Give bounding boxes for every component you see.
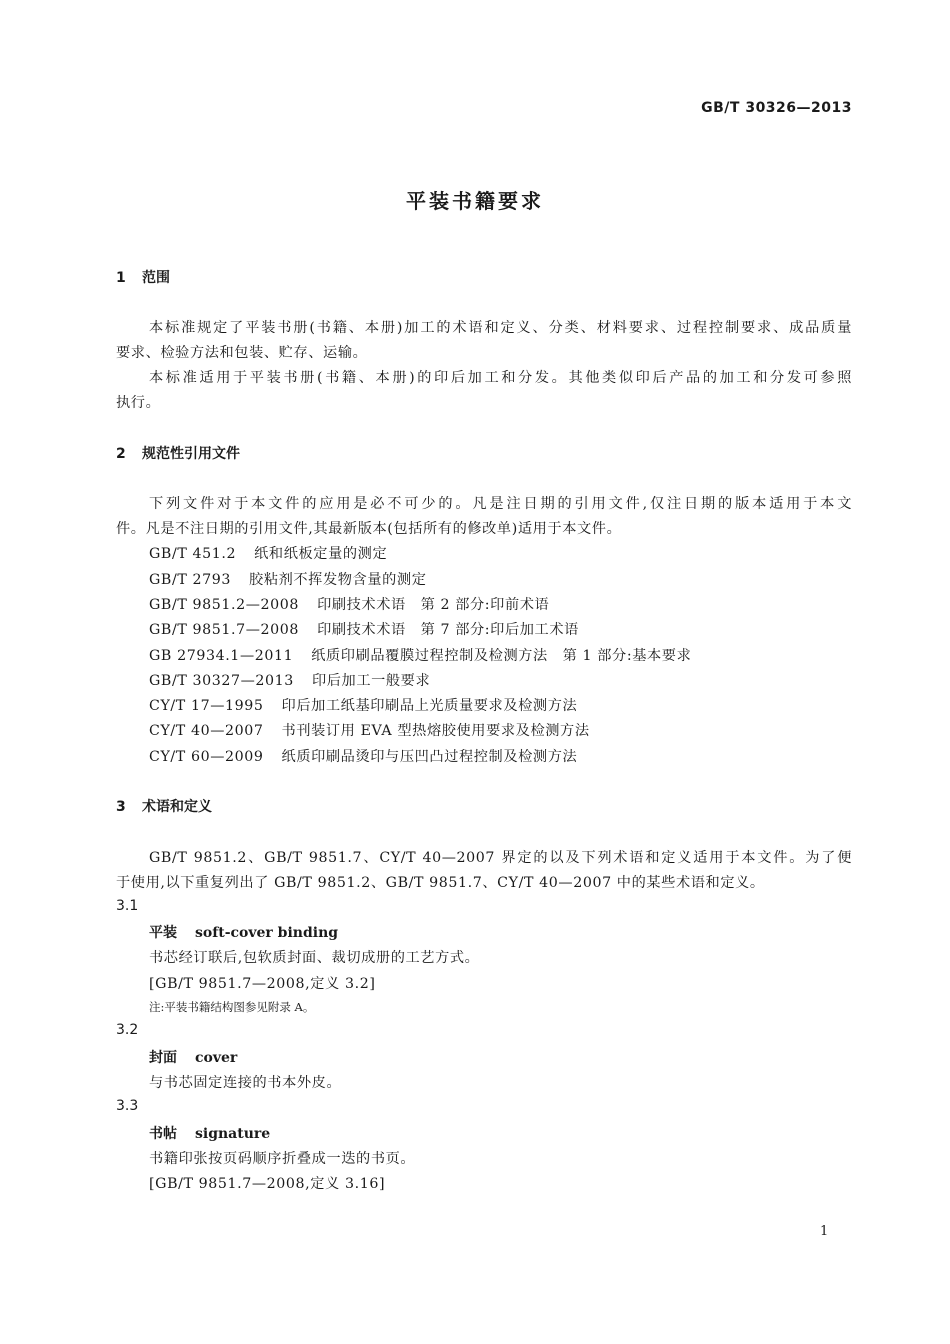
s1-p1-line1: 本标准规定了平装书册(书籍、本册)加工的术语和定义、分类、材料要求、过程控制要求、成品质量 bbox=[149, 320, 852, 336]
s2-p1-line2: 件。凡是不注日期的引用文件,其最新版本(包括所有的修改单)适用于本文件。 bbox=[116, 521, 622, 537]
ref-title: 印后加工一般要求 bbox=[311, 673, 431, 689]
term-clause-number: 3.1 bbox=[116, 898, 139, 914]
term-cn: 书帖 bbox=[149, 1126, 177, 1142]
term-source: [GB/T 9851.7—2008,定义 3.2] bbox=[149, 976, 376, 992]
term-definition: 与书芯固定连接的书本外皮。 bbox=[149, 1075, 342, 1091]
document-title: 平装书籍要求 bbox=[406, 189, 544, 213]
ref-title: 印刷技术术语 第 7 部分:印后加工术语 bbox=[317, 622, 579, 638]
term-heading bbox=[149, 922, 338, 942]
s3-p1-line2: 于使用,以下重复列出了 GB/T 9851.2、GB/T 9851.7、CY/T 40—2007 中的某些术语和定义。 bbox=[116, 875, 765, 891]
ref-code: CY/T 40—2007 bbox=[149, 723, 264, 739]
term-definition: 书芯经订联后,包软质封面、裁切成册的工艺方式。 bbox=[149, 950, 480, 966]
ref-code: GB/T 9851.2—2008 bbox=[149, 597, 300, 613]
term-clause-number: 3.2 bbox=[116, 1022, 139, 1038]
term-en: soft-cover binding bbox=[195, 925, 339, 941]
ref-title: 书刊装订用 EVA 型热熔胶使用要求及检测方法 bbox=[281, 723, 590, 739]
term-heading bbox=[149, 1047, 237, 1067]
ref-title: 纸质印刷品覆膜过程控制及检测方法 第 1 部分:基本要求 bbox=[311, 648, 692, 664]
term-definition: 书籍印张按页码顺序折叠成一迭的书页。 bbox=[149, 1151, 416, 1167]
normative-reference bbox=[149, 645, 691, 665]
ref-code: GB/T 451.2 bbox=[149, 546, 237, 562]
term-cn: 封面 bbox=[149, 1050, 177, 1066]
term-source: [GB/T 9851.7—2008,定义 3.16] bbox=[149, 1176, 386, 1192]
s1-p1-line2: 要求、检验方法和包装、贮存、运输。 bbox=[116, 345, 368, 361]
section-number: 2 bbox=[116, 446, 126, 462]
section-title: 规范性引用文件 bbox=[142, 446, 240, 462]
ref-code: GB 27934.1—2011 bbox=[149, 648, 294, 664]
ref-code: CY/T 60—2009 bbox=[149, 749, 264, 765]
s1-p2-line2: 执行。 bbox=[116, 395, 161, 411]
standard-number: GB/T 30326—2013 bbox=[701, 100, 852, 116]
section-number: 3 bbox=[116, 799, 126, 815]
ref-code: CY/T 17—1995 bbox=[149, 698, 264, 714]
term-cn: 平装 bbox=[149, 925, 177, 941]
section-title: 术语和定义 bbox=[142, 799, 212, 815]
s1-p2-line1: 本标准适用于平装书册(书籍、本册)的印后加工和分发。其他类似印后产品的加工和分发可参照 bbox=[149, 370, 852, 386]
section-title: 范围 bbox=[142, 270, 170, 286]
normative-reference bbox=[149, 619, 579, 639]
normative-reference bbox=[149, 594, 549, 614]
term-en: signature bbox=[195, 1126, 271, 1142]
ref-title: 印刷技术术语 第 2 部分:印前术语 bbox=[317, 597, 550, 613]
term-note: 注:平装书籍结构图参见附录 A。 bbox=[149, 1000, 315, 1014]
ref-code: GB/T 9851.7—2008 bbox=[149, 622, 300, 638]
normative-reference bbox=[149, 746, 577, 766]
normative-reference bbox=[149, 569, 426, 589]
page-number: 1 bbox=[820, 1224, 829, 1239]
term-heading bbox=[149, 1123, 270, 1143]
ref-title: 纸和纸板定量的测定 bbox=[254, 546, 388, 562]
term-en: cover bbox=[195, 1050, 238, 1066]
normative-reference bbox=[149, 670, 430, 690]
section-2-heading bbox=[116, 443, 240, 463]
ref-code: GB/T 2793 bbox=[149, 572, 232, 588]
normative-reference bbox=[149, 695, 577, 715]
ref-title: 印后加工纸基印刷品上光质量要求及检测方法 bbox=[281, 698, 578, 714]
section-3-heading bbox=[116, 796, 212, 816]
s2-p1-line1: 下列文件对于本文件的应用是必不可少的。凡是注日期的引用文件,仅注日期的版本适用于本文 bbox=[149, 496, 852, 512]
ref-code: GB/T 30327—2013 bbox=[149, 673, 294, 689]
ref-title: 纸质印刷品烫印与压凹凸过程控制及检测方法 bbox=[281, 749, 578, 765]
term-clause-number: 3.3 bbox=[116, 1098, 139, 1114]
s3-p1-line1: GB/T 9851.2、GB/T 9851.7、CY/T 40—2007 界定的以及下列术语和定义适用于本文件。为了便 bbox=[149, 850, 852, 866]
normative-reference bbox=[149, 720, 590, 740]
normative-reference bbox=[149, 543, 387, 563]
section-1-heading bbox=[116, 267, 170, 287]
section-number: 1 bbox=[116, 270, 126, 286]
ref-title: 胶粘剂不挥发物含量的测定 bbox=[249, 572, 427, 588]
